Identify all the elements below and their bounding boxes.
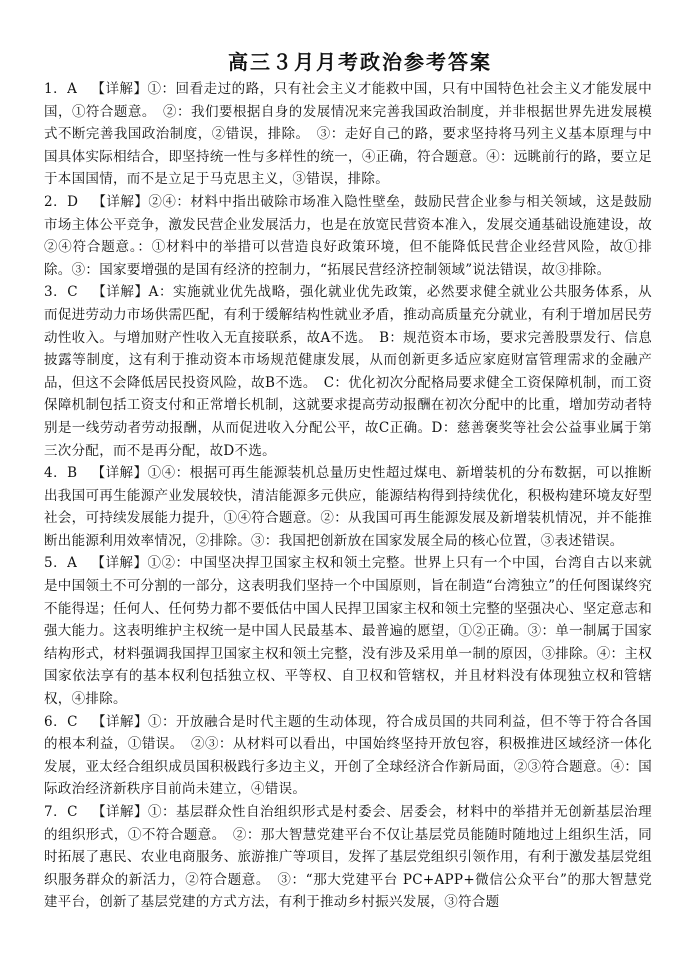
answer-choice: C: [67, 284, 78, 301]
question-number: 4．: [44, 465, 68, 482]
explanation-text: A：实施就业优先战略，强化就业优先政策，必然要求健全就业公共服务体系，从而促进劳动力市场供需匹配，有利于缓解结构性就业矛盾，推动高质量充分就业，有利于增加居民劳动性收入。与增加财产性收入无直接联系，故A不选。 B：规范资本市场，要求完善股票发行、信息披露等制度，这有利于推动资本市场规范健康发展，从而创新更多适应家庭财富管理需求的金融产品，但这不会降低居民投资风险，故B不选。 C：优化初次分配格局要求健全工资保障机制，而工资保障机制包括工资支付和正常增长机制，这就要求提高劳动报酬在初次分配中的比重，增加劳动者特别是一线劳动者劳动报酬，从而促进收入分配公平，故C正确。D：慈善褒奖等社会公益事业属于第三次分配，而不是再分配，故D不选。: [44, 284, 652, 459]
explanation-text: ①：开放融合是时代主题的生动体现，符合成员国的共同利益，但不等于符合各国的根本利益，①错误。 ②③：从材料可以看出，中国始终坚持开放包容，积极推进区域经济一体化发展，亚太经合组织成员国积极践行多边主义，开创了全球经济合作新局面，②③符合题意。④：国际政治经济新秩序目前尚未建立，④错误。: [44, 713, 652, 798]
question-number: 3．: [44, 284, 68, 301]
answer-sheet: [44, 48, 652, 914]
answer-choice: A: [67, 555, 78, 572]
answer-choice: C: [67, 713, 78, 730]
explanation-text: ①②：中国坚决捍卫国家主权和领土完整。世界上只有一个中国，台湾自古以来就是中国领土不可分割的一部分，这表明我们坚持一个中国原则，旨在制造“台湾独立”的任何图谋终究不能得逞；任何人、任何势力都不要低估中国人民捍卫国家主权和领土完整的坚强决心、坚定意志和强大能力。这表明维护主权统一是中国人民最基本、最普遍的愿望，①②正确。③：单一制属于国家结构形式，材料强调我国捍卫国家主权和领土完整，没有涉及采用单一制的原因，③排除。④：主权国家依法享有的基本权利包括独立权、平等权、自卫权和管辖权，并且材料没有体现独立权和管辖权，④排除。: [44, 555, 652, 708]
answer-entry-2: [44, 191, 652, 281]
answer-entry-3: [44, 281, 652, 462]
page-title: 高三３月月考政治参考答案: [228, 50, 492, 74]
answer-entry-6: [44, 711, 652, 801]
question-number: 1．: [44, 81, 68, 97]
answer-choice: D: [67, 193, 79, 210]
question-number: 7．: [44, 804, 68, 820]
explanation-text: ①④：根据可再生能源装机总量历史性超过煤电、新增装机的分布数据，可以推断出我国可再生能源产业发展较快，清洁能源多元供应，能源结构得到持续优化，积极构建环境友好型社会，可持续发展能力提升，①④符合题意。②：从我国可再生能源发展及新增装机情况，并不能推断出能源利用效率情况，②排除。③：我国把创新放在国家发展全局的核心位置，③表述错误。: [44, 465, 652, 549]
explanation-tag: 【详解】: [91, 804, 148, 820]
explanation-tag: 【详解】: [91, 81, 148, 97]
answer-choice: C: [67, 804, 78, 820]
explanation-tag: 【详解】: [91, 713, 148, 730]
explanation-tag: 【详解】: [91, 284, 149, 301]
explanation-text: ②④：材料中指出破除市场准入隐性壁垒，鼓励民营企业参与相关领域，这是鼓励市场主体公平竞争，激发民营企业发展活力，也是在放宽民营资本准入，发展交通基础设施建设，故②④符合题意。：①材料中的举措可以营造良好政策环境，但不能降低民营企业经营风险，故①排除。③：国家要增强的是国有经济的控制力，“拓展民营经济控制领域”说法错误，故③排除。: [44, 193, 652, 278]
explanation-tag: 【详解】: [91, 555, 148, 572]
explanation-text: ①：回看走过的路，只有社会主义才能救中国，只有中国特色社会主义才能发展中国，①符合题意。 ②：我们要根据自身的发展情况来完善我国政治制度，并非根据世界先进发展模式不断完善我国政治制度，②错误，排除。 ③：走好自己的路，要求坚持将马列主义基本原理与中国具体实际相结合，即坚持统一性与多样性的统一，④正确，符合题意。④：远眺前行的路，要立足于本国国情，而不是立足于马克思主义，③错误，排除。: [44, 81, 652, 188]
answer-entry-1: [44, 78, 652, 191]
explanation-text: ①：基层群众性自治组织形式是村委会、居委会，材料中的举措并无创新基层治理的组织形式，①不符合题意。 ②：那大智慧党建平台不仅让基层党员能随时随地过上组织生活，同时拓展了惠民、农业电商服务、旅游推广等项目，发挥了基层党组织引领作用，有利于激发基层党组织服务群众的新活力，②符合题意。 ③：“那大党建平台 PC+APP+微信公众平台”的那大智慧党建平台，创新了基层党建的方式方法，有利于推动乡村振兴发展，③符合题: [44, 804, 652, 911]
answer-entry-5: [44, 552, 652, 710]
question-number: 5．: [44, 555, 68, 572]
answer-entry-4: [44, 462, 652, 552]
answer-choice: B: [67, 465, 78, 482]
answer-choice: A: [67, 81, 78, 97]
explanation-tag: 【详解】: [92, 193, 149, 210]
answer-entry-7: [44, 801, 652, 914]
question-number: 6．: [44, 713, 68, 730]
question-number: 2．: [44, 193, 68, 210]
explanation-tag: 【详解】: [91, 465, 148, 482]
